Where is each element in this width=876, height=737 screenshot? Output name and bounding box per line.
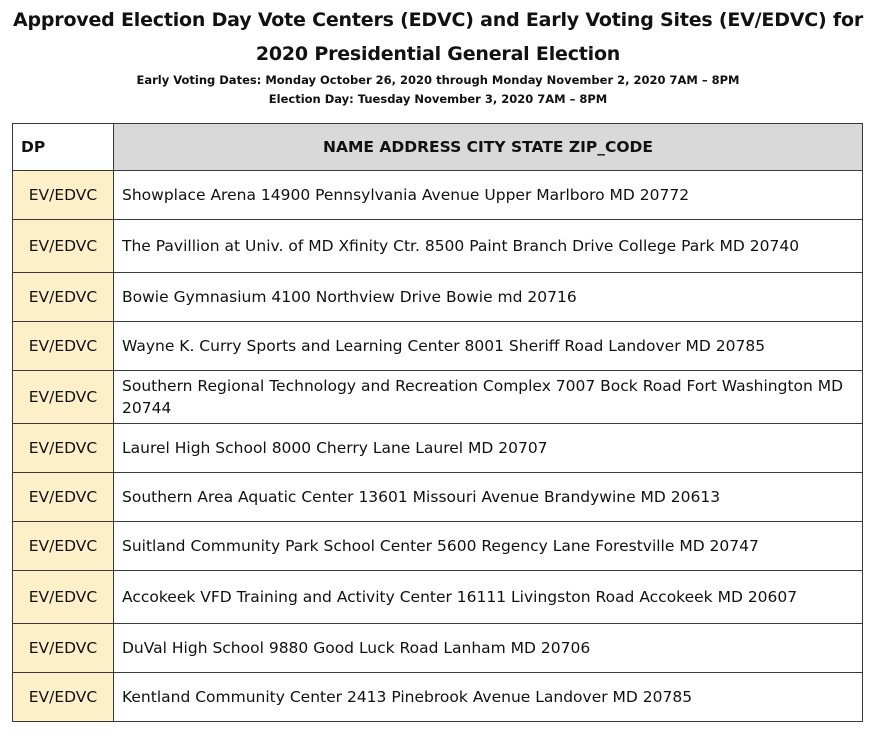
table-header-row: [13, 124, 863, 171]
dp-cell: EV/EDVC: [13, 673, 114, 722]
table-row: [13, 220, 863, 273]
dp-cell: EV/EDVC: [13, 624, 114, 673]
table-row: [13, 624, 863, 673]
voting-sites-table: [12, 123, 863, 722]
title-line-2: 2020 Presidential General Election: [255, 43, 621, 65]
table-row: [13, 473, 863, 522]
address-cell: Showplace Arena 14900 Pennsylvania Avenue Upper Marlboro MD 20772: [114, 171, 863, 220]
address-cell: Southern Regional Technology and Recreation Complex 7007 Bock Road Fort Washington MD 20744: [114, 371, 863, 424]
dp-cell: EV/EDVC: [13, 571, 114, 624]
table-row: [13, 571, 863, 624]
title-line-1: Approved Election Day Vote Centers (EDVC) and Early Voting Sites (EV/EDVC) for: [12, 9, 864, 31]
table-row: [13, 322, 863, 371]
address-cell: Laurel High School 8000 Cherry Lane Laurel MD 20707: [114, 424, 863, 473]
dp-cell: EV/EDVC: [13, 322, 114, 371]
table-row: [13, 371, 863, 424]
address-cell: Bowie Gymnasium 4100 Northview Drive Bowie md 20716: [114, 273, 863, 322]
address-cell: Accokeek VFD Training and Activity Center 16111 Livingston Road Accokeek MD 20607: [114, 571, 863, 624]
table-row: [13, 522, 863, 571]
address-cell: Southern Area Aquatic Center 13601 Missouri Avenue Brandywine MD 20613: [114, 473, 863, 522]
address-cell: The Pavillion at Univ. of MD Xfinity Ctr. 8500 Paint Branch Drive College Park MD 20740: [114, 220, 863, 273]
address-cell: Kentland Community Center 2413 Pinebrook Avenue Landover MD 20785: [114, 673, 863, 722]
document-header: [0, 0, 876, 109]
table-row: [13, 273, 863, 322]
early-voting-dates: Early Voting Dates: Monday October 26, 2020 through Monday November 2, 2020 7AM – 8PM: [136, 73, 740, 87]
dp-cell: EV/EDVC: [13, 473, 114, 522]
dp-cell: EV/EDVC: [13, 220, 114, 273]
dp-cell: EV/EDVC: [13, 522, 114, 571]
dp-cell: EV/EDVC: [13, 424, 114, 473]
column-header-dp: DP: [13, 124, 114, 171]
address-cell: DuVal High School 9880 Good Luck Road Lanham MD 20706: [114, 624, 863, 673]
election-day-date: Election Day: Tuesday November 3, 2020 7AM – 8PM: [268, 92, 608, 106]
table-row: [13, 673, 863, 722]
dp-cell: EV/EDVC: [13, 171, 114, 220]
dp-cell: EV/EDVC: [13, 371, 114, 424]
address-cell: Wayne K. Curry Sports and Learning Center 8001 Sheriff Road Landover MD 20785: [114, 322, 863, 371]
dp-cell: EV/EDVC: [13, 273, 114, 322]
column-header-address: NAME ADDRESS CITY STATE ZIP_CODE: [114, 124, 863, 171]
table-row: [13, 424, 863, 473]
table-row: [13, 171, 863, 220]
address-cell: Suitland Community Park School Center 5600 Regency Lane Forestville MD 20747: [114, 522, 863, 571]
